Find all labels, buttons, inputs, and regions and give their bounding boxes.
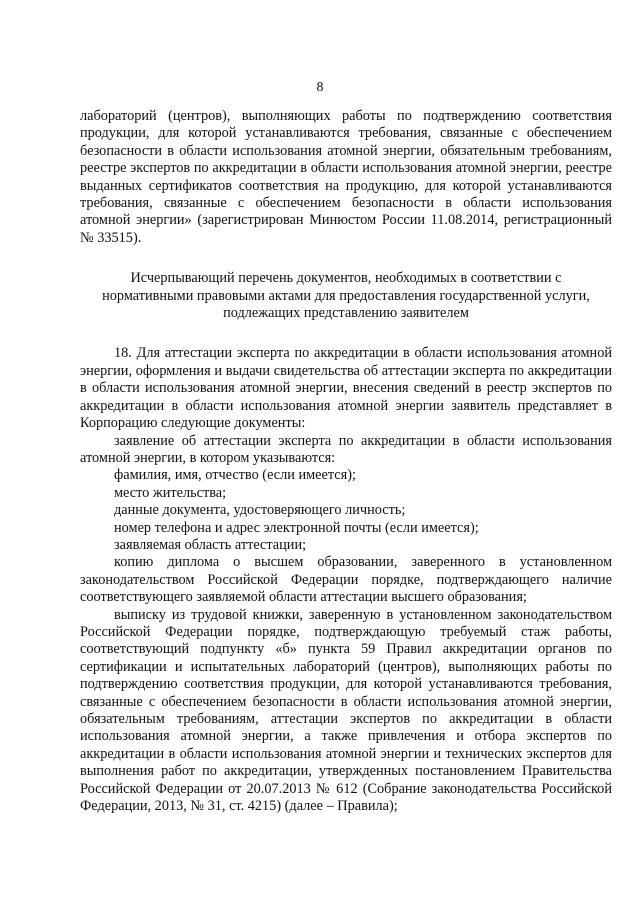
continuation-paragraph: лабораторий (центров), выполняющих работы по подтверждению соответствия продукции, для которой устанавливаются требования, связанные с обеспечением безопасности в области использования атомной энергии, обязательным требованиям, реестре экспертов по аккредитации в области использования атомной энергии, реестре выданных сертификатов соответствия на продукцию, для которой устанавливаются требования, связанные с обеспечением безопасности в области использования атомной энергии» (зарегистрирован Минюстом России 11.08.2014, регистрационный № 33515). <box>80 108 612 246</box>
diploma-paragraph: копию диплома о высшем образовании, заверенного в установленном законодательством Российской Федерации порядке, подтверждающего наличие соответствующего заявляемой области аттестации высшего образования; <box>80 554 612 606</box>
list-item-attestation-area: заявляемая область аттестации; <box>114 536 307 553</box>
list-item-residence: место жительства; <box>114 484 227 501</box>
document-body <box>80 108 612 815</box>
item-18-paragraph: 18. Для аттестации эксперта по аккредитации в области использования атомной энергии, оформления и выдачи свидетельства об аттестации эксперта по аккредитации в области использования атомной энергии, внесения сведений в реестр экспертов по аккредитации в области использования атомной энергии заявитель представляет в Корпорацию следующие документы: <box>80 345 612 432</box>
heading-line-3: подлежащих представлению заявителем <box>223 305 469 322</box>
list-item-full-name: фамилия, имя, отчество (если имеется); <box>114 467 356 484</box>
work-record-extract-paragraph: выписку из трудовой книжки, заверенную в установленном законодательством Российской Федерации порядке, подтверждающую требуемый стаж работы, соответствующий подпункту «б» пункта 59 Правил аккредитации органов по сертификации и испытательных лабораторий (центров), выполняющих работы по подтверждению соответствия продукции, для которой устанавливаются требования, связанные с обеспечением безопасности в области использования атомной энергии, обязательным требованиям, аттестации экспертов по аккредитации в области использования атомной энергии, а также привлечения и отбора экспертов по аккредитации в области использования атомной энергии и технических экспертов для выполнения работ по аккредитации, утвержденных постановлением Правительства Российской Федерации от 20.07.2013 № 612 (Собрание законодательства Российской Федерации, 2013, № 31, ст. 4215) (далее – Правила); <box>80 606 612 815</box>
heading-line-1: Исчерпывающий перечень документов, необходимых в соответствии с <box>130 270 562 287</box>
list-item-contacts: номер телефона и адрес электронной почты (если имеется); <box>114 519 479 536</box>
application-paragraph: заявление об аттестации эксперта по аккредитации в области использования атомной энергии, в котором указываются: <box>80 432 612 466</box>
page-number: 8 <box>316 80 324 95</box>
heading-line-2: нормативными правовыми актами для предоставления государственной услуги, <box>102 287 590 304</box>
list-item-identity-document: данные документа, удостоверяющего личность; <box>114 502 406 519</box>
section-heading <box>80 270 612 322</box>
